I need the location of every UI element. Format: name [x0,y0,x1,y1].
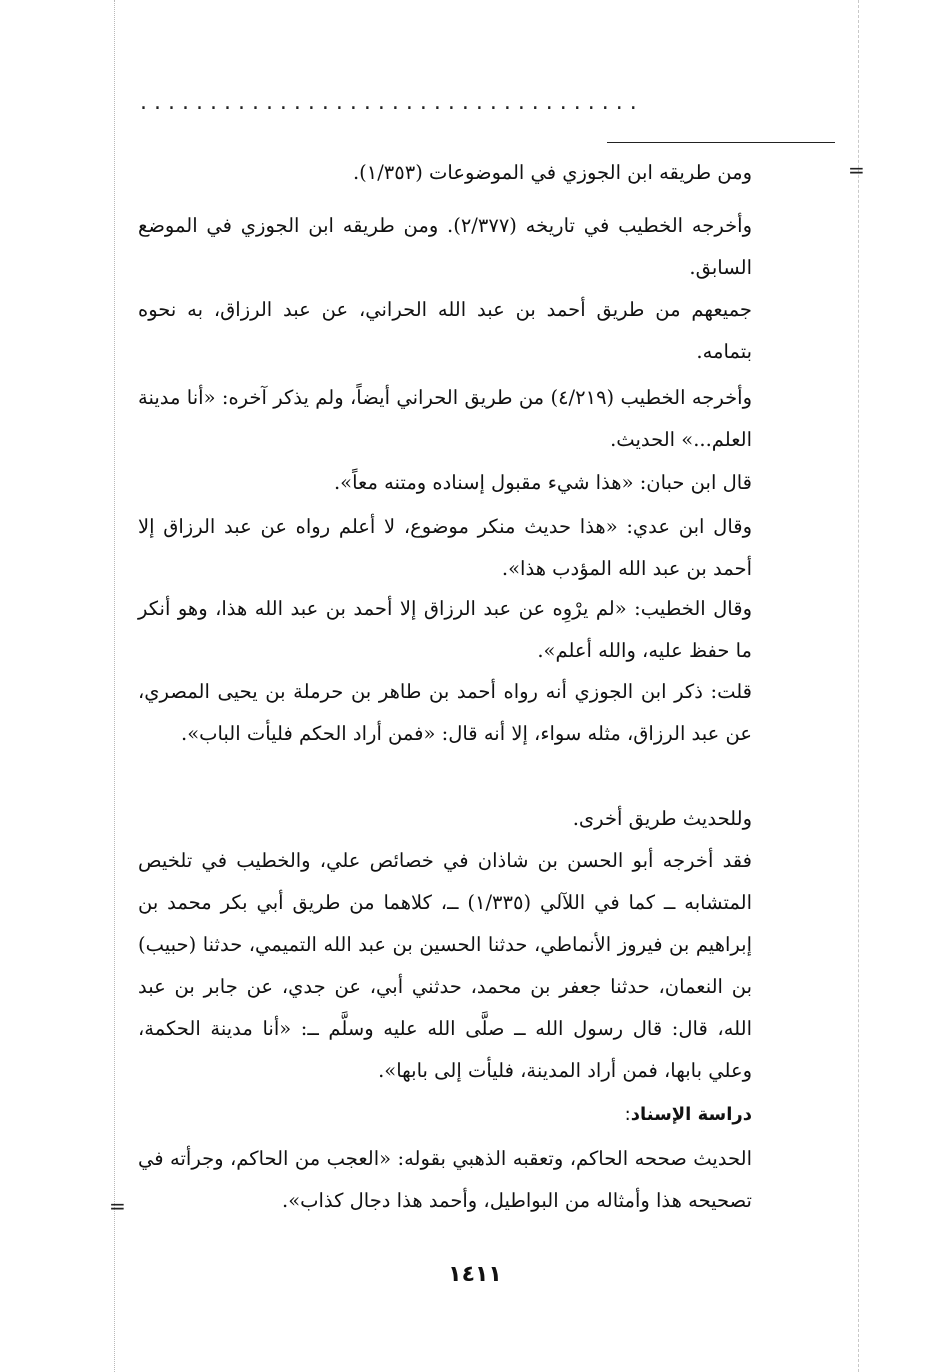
paragraph-text: قلت: ذكر ابن الجوزي أنه رواه أحمد بن طاهر بن حرملة بن يحيى المصري، عن عبد الرزاق، مثله سواء، إلا أنه قال: «فمن أراد الحكم فليأت الباب». [138,680,752,745]
paragraph [138,1138,752,1222]
paragraph-text: جميعهم من طريق أحمد بن عبد الله الحراني، عن عبد الرزاق، به نحوه بتمامه. [138,298,752,363]
paragraph-text: وللحديث طريق أخرى. [572,807,752,830]
paragraph [138,798,752,840]
paragraph-text: ومن طريقه ابن الجوزي في الموضوعات (١/٣٥٣). [352,161,752,184]
paragraph-text: وأخرجه الخطيب (٤/٢١٩) من طريق الحراني أيضاً، ولم يذكر آخره: «أنا مدينة العلم...» الحديث. [138,386,752,451]
paragraph [138,588,752,672]
dotted-separator: .................................... [140,96,644,110]
paragraph-text: وأخرجه الخطيب في تاريخه (٢/٣٧٧). ومن طريقه ابن الجوزي في الموضع السابق. [138,214,752,279]
paragraph [138,506,752,590]
paragraph [138,205,752,289]
footnote-rule [607,142,835,143]
right-margin-guide [858,0,859,1372]
continuation-marker-top: = [848,158,865,182]
paragraph-text: قال ابن حبان: «هذا شيء مقبول إسناده ومتنه معاً». [333,471,752,494]
paragraph [138,462,752,504]
page-number: ١٤١١ [448,1262,502,1287]
paragraph [138,840,752,1092]
paragraph-text: الحديث صححه الحاكم، وتعقبه الذهبي بقوله: «العجب من الحاكم، وجرأته في تصحيحه هذا وأمثاله من البواطيل، وأحمد هذا دجال كذاب». [138,1147,752,1212]
left-margin-guide [114,0,115,1372]
section-heading [138,1100,752,1130]
section-heading-colon: : [624,1104,631,1125]
continuation-marker-bottom: = [109,1194,126,1218]
paragraph [138,289,752,373]
paragraph [138,152,752,194]
paragraph [138,671,752,755]
paragraph-text: فقد أخرجه أبو الحسن بن شاذان في خصائص علي، والخطيب في تلخيص المتشابه ــ كما في اللآلي (١/٣٣٥) ــ، كلاهما من طريق أبي بكر محمد بن إبراهيم بن فيروز الأنماطي، حدثنا الحسين بن عبد الله التميمي، حدثنا (حبيب) بن النعمان، حدثنا جعفر بن محمد، حدثني أبي، عن جدي، عن جابر بن عبد الله، قال: قال رسول الله ــ صلَّى الله عليه وسلَّم ــ: «أنا مدينة الحكمة، وعلي بابها، فمن أراد المدينة، فليأت إلى بابها». [138,849,752,1082]
section-heading-label: دراسة الإسناد [630,1104,752,1125]
paragraph-text: وقال ابن عدي: «هذا حديث منكر موضوع، لا أعلم رواه عن عبد الرزاق إلا أحمد بن عبد الله المؤدب هذا». [138,515,752,580]
paragraph [138,377,752,461]
paragraph-text: وقال الخطيب: «لم يرْوِه عن عبد الرزاق إلا أحمد بن عبد الله هذا، وهو أنكر ما حفظ عليه، والله أعلم». [138,597,752,662]
